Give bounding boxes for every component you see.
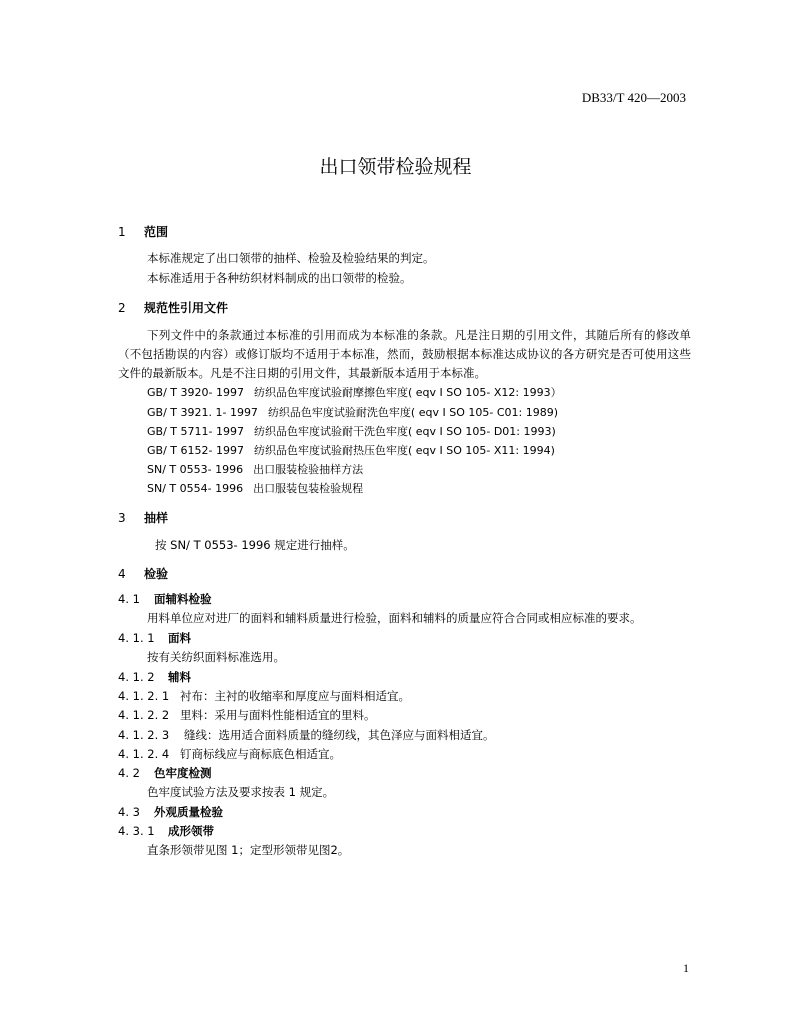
paragraph: 按有关纺织面料标准选用。: [147, 650, 285, 664]
section-title: 检验: [144, 567, 169, 581]
paragraph: 色牢度试验方法及要求按表 1 规定。: [147, 785, 335, 799]
section-number: 4: [118, 567, 126, 581]
clause-text: 钉商标线应与商标底色相适宜。: [180, 747, 341, 761]
paragraph: 直条形领带见图 1；定型形领带见图2。: [147, 843, 350, 857]
clause-4-3-heading: [118, 804, 223, 820]
reference-item: [147, 480, 363, 496]
clause-title: 辅料: [168, 670, 191, 684]
section-3-heading: [118, 509, 168, 526]
clause-text: 里料：采用与面料性能相适宜的里料。: [180, 708, 376, 722]
section-title: 范围: [144, 225, 169, 239]
clause-4-1-2-4: [118, 746, 341, 762]
paragraph-normative-refs: 下列文件中的条款通过本标准的引用而成为本标准的条款。凡是注日期的引用文件，其随后所有的修改单（不包括勘误的内容）或修订版均不适用于本标准，然而，鼓励根据本标准达成协议的各方研究是否可使用这些文件的最新版本。凡是不注日期的引用文件，其最新版本适用于本标准。: [118, 328, 691, 380]
standard-number: DB33/T 420—2003: [581, 90, 686, 105]
section-2-heading: [118, 299, 228, 316]
paragraph: 用料单位应对进厂的面料和辅料质量进行检验，面料和辅料的质量应符合合同或相应标准的要求。: [147, 611, 642, 625]
reference-item: [147, 461, 363, 477]
reference-item: [147, 384, 562, 400]
paragraph: 本标准规定了出口领带的抽样、检验及检验结果的判定。: [147, 251, 435, 265]
clause-number: 4. 1. 2. 1: [118, 689, 170, 703]
section-4-heading: [118, 565, 168, 582]
reference-title: 纺织品色牢度试验耐摩擦色牢度( eqv I SO 105- X12: 1993）: [253, 386, 562, 399]
clause-number: 4. 1. 2. 2: [118, 708, 170, 722]
reference-title: 出口服装检验抽样方法: [253, 463, 364, 476]
reference-title: 纺织品色牢度试验耐干洗色牢度( eqv I SO 105- D01: 1993): [253, 425, 556, 438]
clause-title: 色牢度检测: [154, 766, 212, 780]
clause-4-3-1-heading: [118, 823, 214, 839]
clause-number: 4. 1: [118, 592, 140, 606]
paragraph: 按 SN/ T 0553- 1996 规定进行抽样。: [155, 538, 355, 552]
clause-number: 4. 2: [118, 766, 140, 780]
clause-title: 外观质量检验: [154, 805, 223, 819]
paragraph: 本标准适用于各种纺织材料制成的出口领带的检验。: [147, 271, 412, 285]
clause-4-1-2-2: [118, 707, 376, 723]
section-number: 2: [118, 301, 126, 315]
clause-number: 4. 1. 2: [118, 670, 155, 684]
reference-code: GB/ T 3920- 1997: [147, 386, 244, 399]
reference-code: SN/ T 0553- 1996: [147, 463, 244, 476]
reference-item: [147, 423, 556, 439]
reference-code: GB/ T 5711- 1997: [147, 425, 244, 438]
reference-code: SN/ T 0554- 1996: [147, 482, 244, 495]
reference-item: [147, 404, 558, 420]
clause-4-1-2-3: [118, 727, 495, 743]
section-number: 1: [118, 225, 126, 239]
clause-number: 4. 1. 2. 4: [118, 747, 170, 761]
clause-4-1-1-heading: [118, 630, 191, 646]
clause-number: 4. 1. 2. 3: [118, 728, 170, 742]
section-title: 抽样: [144, 511, 169, 525]
clause-4-1-heading: [118, 591, 212, 607]
section-number: 3: [118, 511, 126, 525]
clause-number: 4. 3. 1: [118, 824, 155, 838]
reference-item: [147, 442, 555, 458]
reference-code: GB/ T 6152- 1997: [147, 444, 244, 457]
section-1-heading: [118, 223, 168, 240]
reference-title: 纺织品色牢度试验耐热压色牢度( eqv I SO 105- X11: 1994): [253, 444, 555, 457]
clause-number: 4. 1. 1: [118, 631, 155, 645]
clause-title: 面料: [168, 631, 191, 645]
reference-title: 出口服装包装检验规程: [253, 482, 364, 495]
document-title: 出口领带检验规程: [319, 156, 472, 178]
clause-4-1-2-1: [118, 688, 410, 704]
reference-title: 纺织品色牢度试验耐洗色牢度( eqv I SO 105- C01: 1989): [267, 406, 558, 419]
clause-title: 成形领带: [168, 824, 214, 838]
reference-code: GB/ T 3921. 1- 1997: [147, 406, 258, 419]
section-title: 规范性引用文件: [144, 301, 229, 315]
clause-text: 衬布：主衬的收缩率和厚度应与面料相适宜。: [180, 689, 410, 703]
clause-number: 4. 3: [118, 805, 140, 819]
clause-4-2-heading: [118, 765, 212, 781]
page-number: 1: [683, 961, 689, 975]
clause-title: 面辅料检验: [154, 592, 212, 606]
clause-text: 缝线：选用适合面料质量的缝纫线，其色泽应与面料相适宜。: [184, 728, 495, 742]
clause-4-1-2-heading: [118, 669, 191, 685]
